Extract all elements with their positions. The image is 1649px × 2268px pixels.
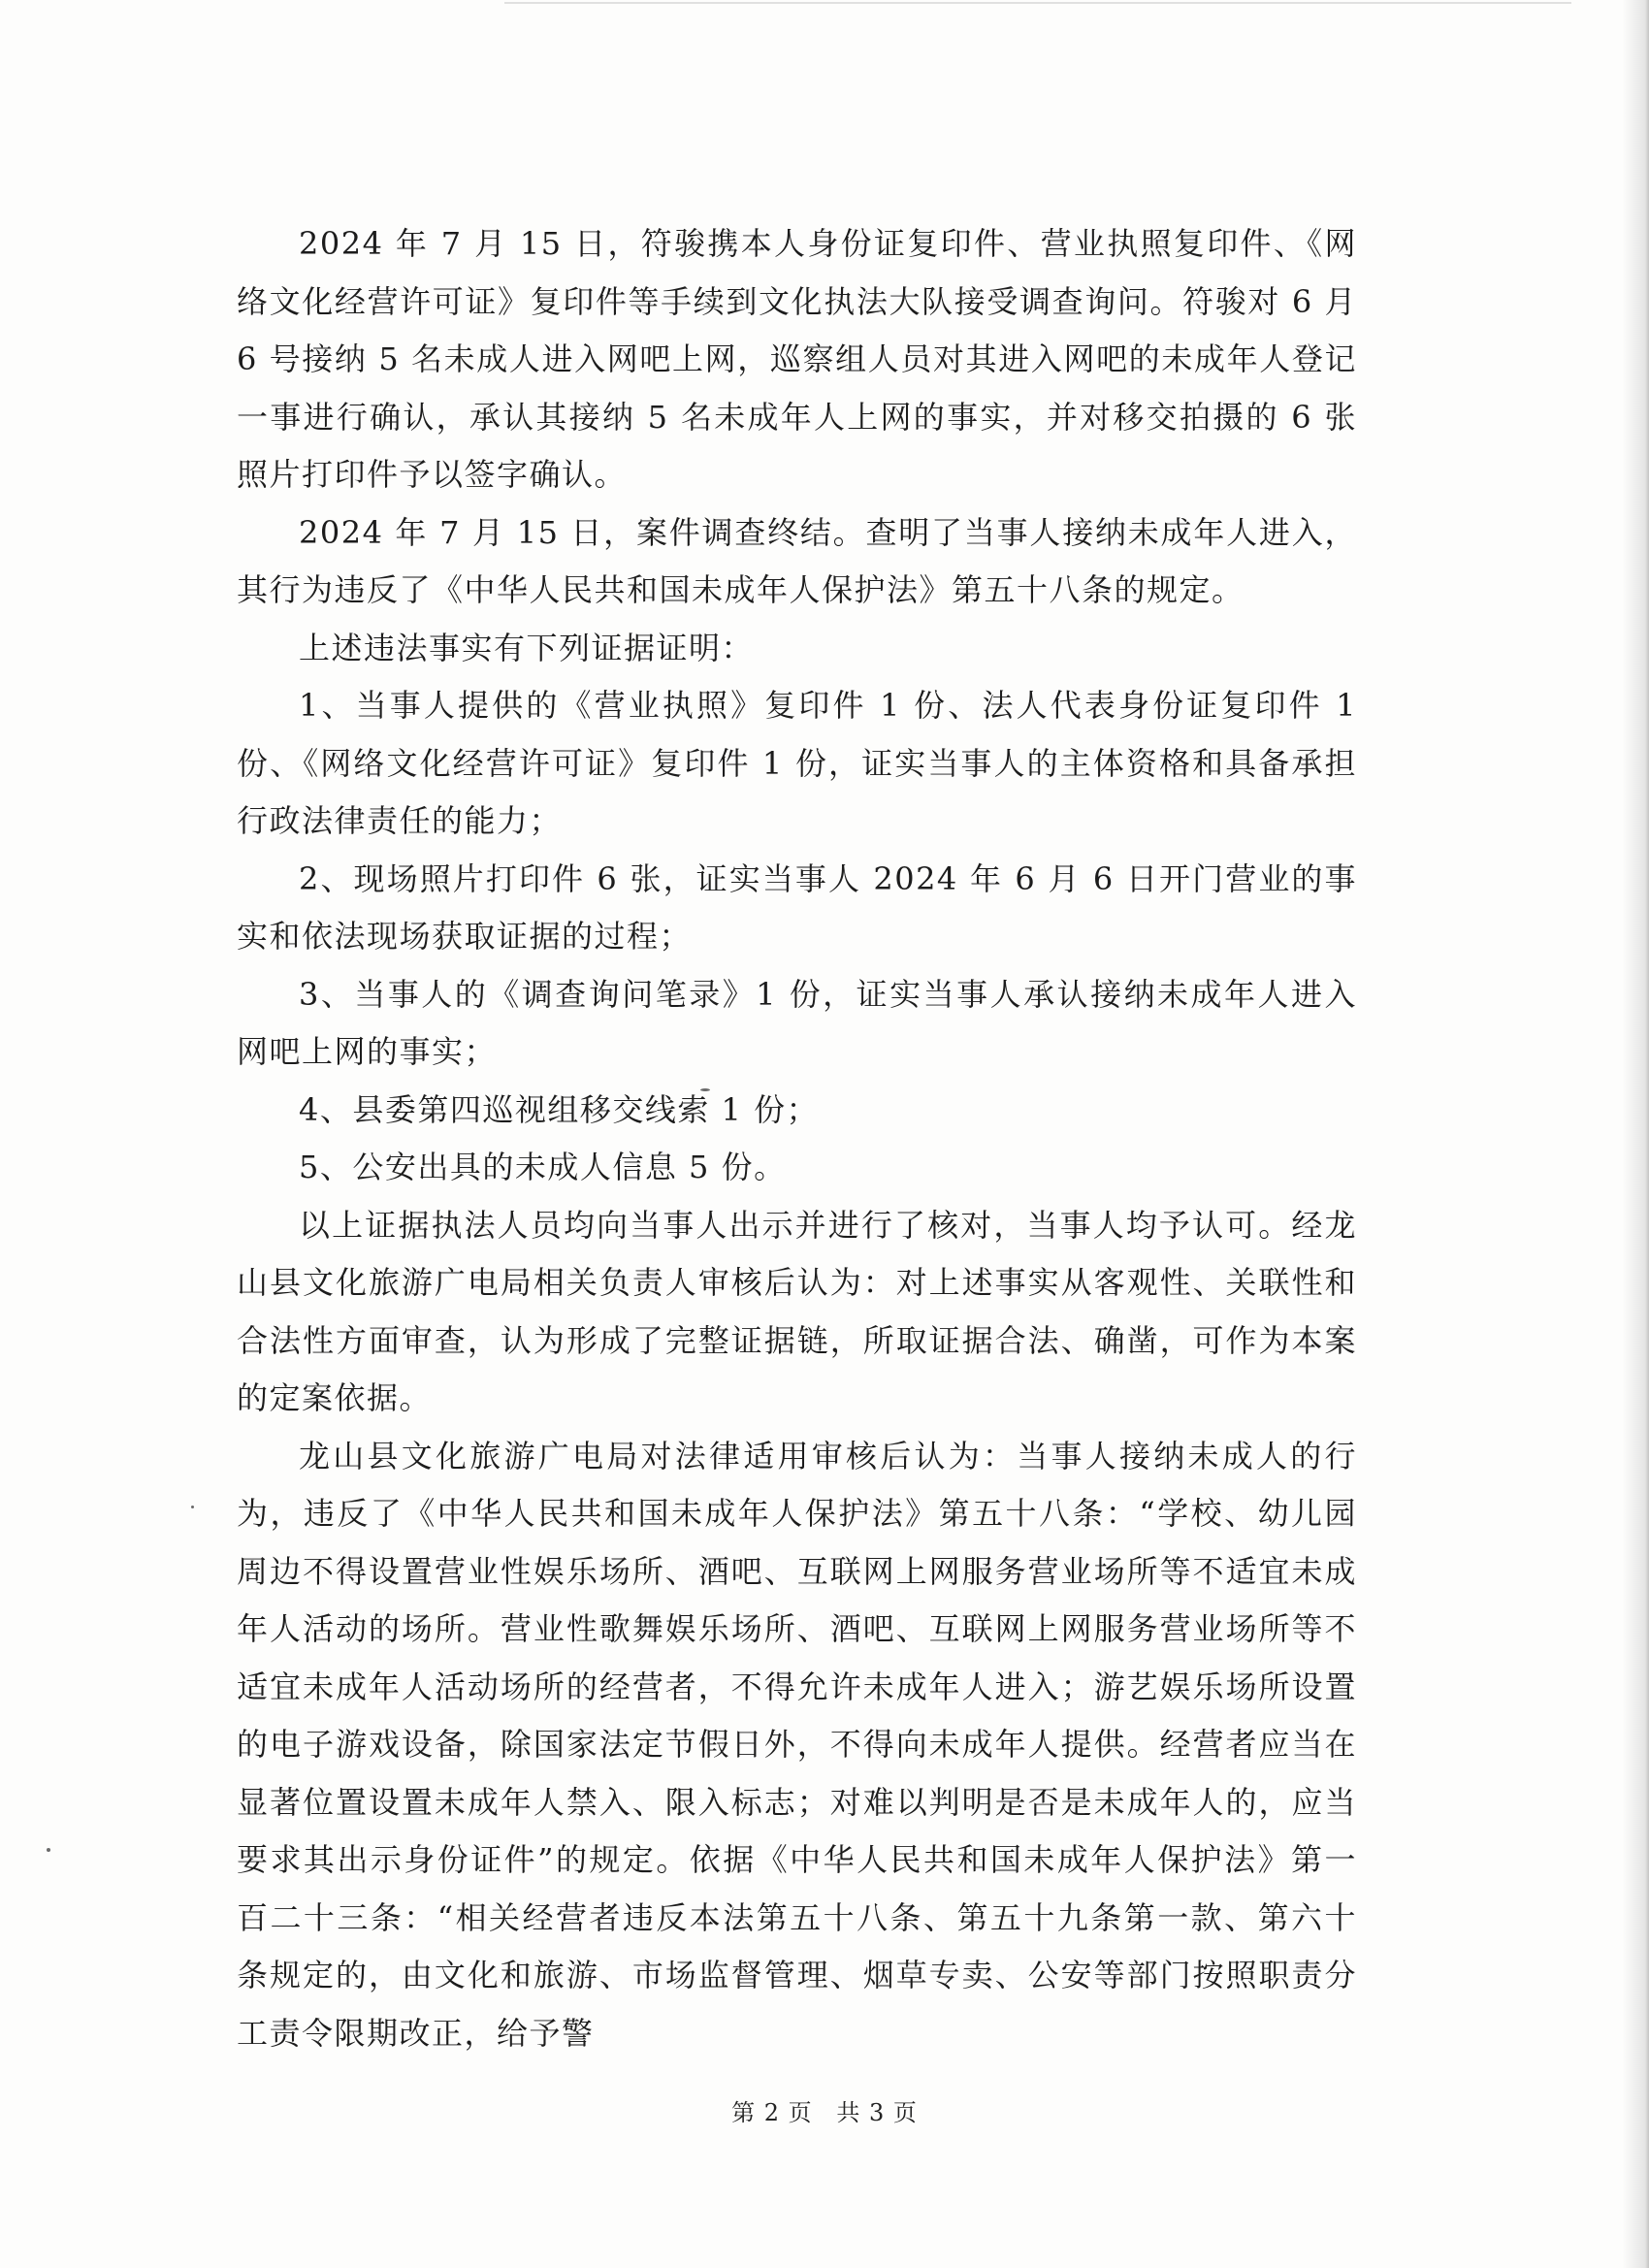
evidence-item-2: 2、现场照片打印件 6 张，证实当事人 2024 年 6 月 6 日开门营业的事实和依法现场获取证据的过程；	[237, 859, 1357, 955]
evidence-item-4: 4、县委第四巡视组移交线索 1 份；	[299, 1090, 820, 1128]
paragraph-conclusion: 2024 年 7 月 15 日，案件调查终结。查明了当事人接纳未成年人进入，其行为违反了《中华人民共和国未成年人保护法》第五十八条的规定。	[237, 513, 1357, 608]
scan-speck	[47, 1848, 50, 1852]
paragraph-evidence-intro: 上述违法事实有下列证据证明：	[299, 629, 755, 666]
paragraph-evidence-review: 以上证据执法人员均向当事人出示并进行了核对，当事人均予认可。经龙山县文化旅游广电局相关负责人审核后认为：对上述事实从客观性、关联性和合法性方面审查，认为形成了完整证据链，所取证据合法、确凿，可作为本案的定案依据。	[237, 1206, 1357, 1416]
scan-edge-shadow	[1622, 0, 1649, 2268]
evidence-item-3: 3、当事人的《调查询问笔录》1 份，证实当事人承认接纳未成年人进入网吧上网的事实；	[237, 975, 1357, 1070]
evidence-item-1: 1、当事人提供的《营业执照》复印件 1 份、法人代表身份证复印件 1 份、《网络文化经营许可证》复印件 1 份，证实当事人的主体资格和具备承担行政法律责任的能力；	[237, 687, 1357, 839]
evidence-item-5: 5、公安出具的未成人信息 5 份。	[299, 1149, 787, 1185]
scan-edge-line	[504, 2, 1571, 4]
page-total: 共 3 页	[836, 2099, 918, 2126]
paragraph-investigation: 2024 年 7 月 15 日，符骏携本人身份证复印件、营业执照复印件、《网络文化经营许可证》复印件等手续到文化执法大队接受调查询问。符骏对 6 月 6 号接纳 5 名未成人进入网吧上网，巡察组人员对其进入网吧的未成年人登记一事进行确认，承认其接纳 5 名未成年人上网的事实，并对移交拍摄的 6 张照片打印件予以签字确认。	[237, 225, 1357, 493]
scan-speck	[191, 1506, 194, 1508]
page-number: 第 2 页	[731, 2099, 813, 2126]
scan-speck	[700, 1088, 710, 1091]
page-footer	[0, 2093, 1649, 2127]
document-body	[237, 215, 1357, 2062]
paragraph-legal-review: 龙山县文化旅游广电局对法律适用审核后认为：当事人接纳未成人的行为，违反了《中华人民共和国未成年人保护法》第五十八条：“学校、幼儿园周边不得设置营业性娱乐场所、酒吧、互联网上网服务营业场所等不适宜未成年人活动的场所。营业性歌舞娱乐场所、酒吧、互联网上网服务营业场所等不适宜未成年人活动场所的经营者，不得允许未成年人进入；游艺娱乐场所设置的电子游戏设备，除国家法定节假日外，不得向未成年人提供。经营者应当在显著位置设置未成年人禁入、限入标志；对难以判明是否是未成年人的，应当要求其出示身份证件”的规定。依据《中华人民共和国未成年人保护法》第一百二十三条：“相关经营者违反本法第五十八条、第五十九条第一款、第六十条规定的，由文化和旅游、市场监督管理、烟草专卖、公安等部门按照职责分工责令限期改正，给予警	[237, 1437, 1357, 2052]
